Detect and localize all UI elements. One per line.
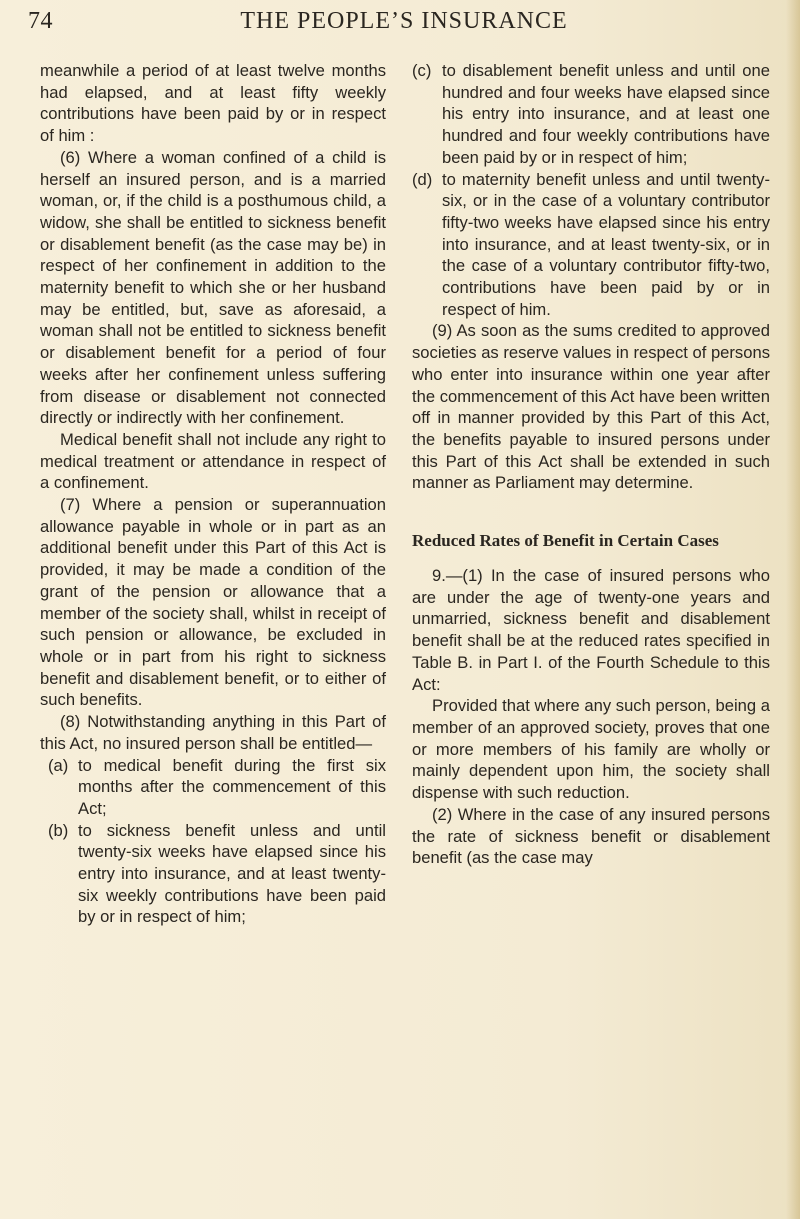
section-heading: Reduced Rates of Benefit in Certain Cases	[412, 531, 719, 551]
paragraph: (2) Where in the case of any insured persons the rate of sickness benefit or disablement benefit (as the case may	[412, 804, 770, 868]
clause-list	[40, 755, 386, 929]
left-column	[40, 60, 386, 928]
paragraph: (6) Where a woman confined of a child is herself an insured person, and is a married woman, or, if the child is a posthumous child, a widow, she shall be entitled to sickness benefit or disablement benefit (as the case may be) in respect of her confinement in addition to the maternity benefit to which she or her husband may be entitled, but, save as aforesaid, a woman shall not be entitled to sickness benefit or disablement benefit for a period of four weeks after her confinement unless suffering from disease or disablement not connected directly or indirectly with her confinement.	[40, 147, 386, 428]
clause-label: (b)	[48, 820, 69, 840]
list-item	[40, 755, 386, 820]
paragraph: (7) Where a pension or superannuation allowance payable in whole or in part as an additional benefit under this Part of this Act is provided, it may be made a condition of the grant of the pension or allowance that a member of the society shall, whilst in receipt of such pension or allowance, be excluded in whole or in part from his right to sickness benefit and disablement benefit, or to either of such benefits.	[40, 495, 386, 710]
paragraph: (8) Notwithstanding anything in this Part of this Act, no insured person shall be entitled—	[40, 712, 386, 753]
paragraph: Provided that where any such person, being a member of an approved society, proves that one or more members of his family are wholly or mainly dependent upon him, the society shall dispense with such reduction.	[412, 696, 770, 803]
list-item	[412, 169, 770, 321]
clause-label: (a)	[48, 755, 69, 775]
right-column	[412, 60, 770, 869]
paragraph: Medical benefit shall not include any right to medical treatment or attendance in respect of a confinement.	[40, 429, 386, 493]
list-item	[412, 60, 770, 169]
clause-label: (c)	[412, 61, 432, 80]
page-header	[28, 8, 780, 38]
clause-text: to maternity benefit unless and until twenty-six, or in the case of a voluntary contributor fifty-two weeks have elapsed since his entry into insurance, and at least twenty-six, or in the case of a voluntary contributor fifty-two, contributions have been paid by or in respect of him.	[442, 169, 770, 319]
page-number: 74	[28, 8, 53, 34]
paragraph: meanwhile a period of at least twelve months had elapsed, and at least fifty weekly contributions have been paid by or in respect of him :	[40, 61, 386, 146]
paragraph: (9) As soon as the sums credited to approved societies as reserve values in respect of persons who enter into insurance within one year after the commencement of this Act have been written off in manner provided by this Part of this Act, the benefits payable to insured persons under this Part of this Act shall be extended in such manner as Parliament may determine.	[412, 321, 770, 493]
list-item	[40, 820, 386, 929]
page-edge-shadow	[786, 0, 800, 1219]
clause-label: (d)	[412, 169, 433, 189]
paragraph: 9.—(1) In the case of insured persons who are under the age of twenty-one years and unmarried, sickness benefit and disablement benefit shall be at the reduced rates specified in Table B. in Part I. of the Fourth Schedule to this Act:	[412, 566, 770, 694]
clause-text: to medical benefit during the first six months after the commencement of this Act;	[78, 755, 386, 818]
clause-text: to sickness benefit unless and until twenty-six weeks have elapsed since his entry into insurance, and at least twenty-six weekly contributions have been paid by or in respect of him;	[78, 820, 386, 927]
clause-text: to disablement benefit unless and until one hundred and four weeks have elapsed since his entry into insurance, and at least one hundred and four weekly contributions have been paid by or in respect of him;	[442, 61, 770, 167]
running-title: THE PEOPLE’S INSURANCE	[240, 8, 568, 34]
